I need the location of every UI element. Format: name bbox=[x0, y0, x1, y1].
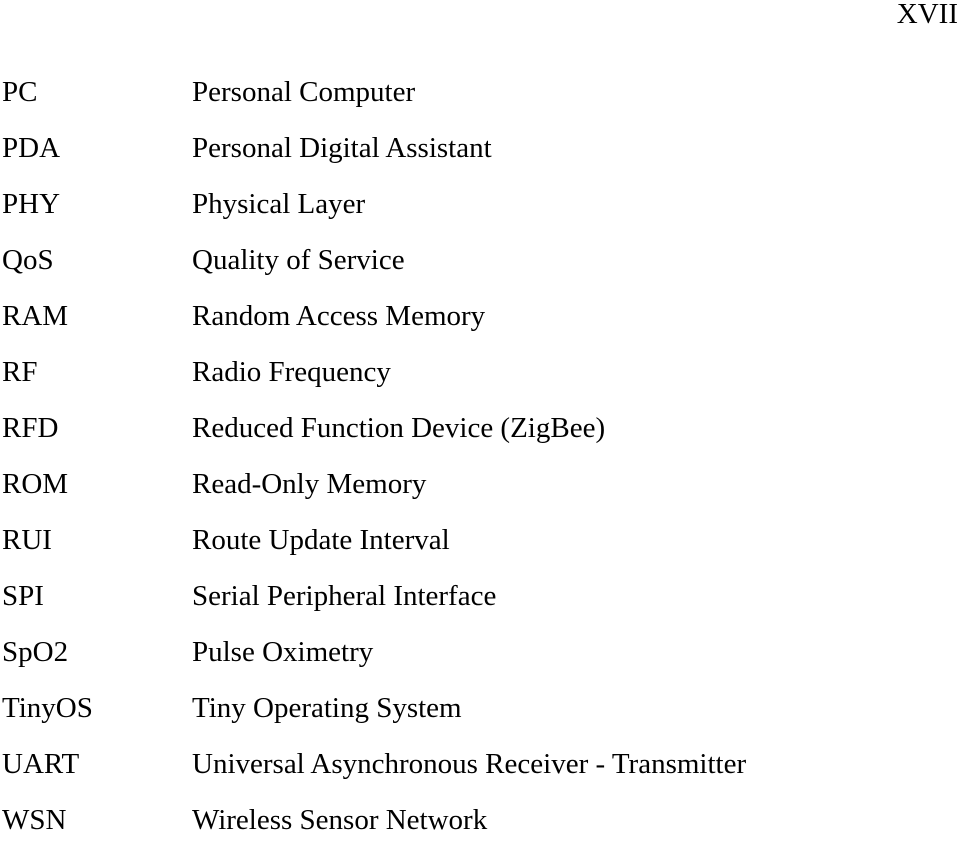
abbreviation: RFD bbox=[2, 412, 59, 444]
abbreviation: PC bbox=[2, 76, 38, 108]
abbreviation: RF bbox=[2, 356, 38, 388]
abbreviation-row bbox=[2, 186, 952, 242]
abbreviation: WSN bbox=[2, 804, 67, 836]
abbreviation-definition: Personal Digital Assistant bbox=[192, 132, 492, 164]
abbreviation: PDA bbox=[2, 132, 61, 164]
abbreviation-definition: Read-Only Memory bbox=[192, 468, 427, 500]
abbreviation-row bbox=[2, 466, 952, 522]
abbreviation-row bbox=[2, 522, 952, 578]
abbreviation-row bbox=[2, 130, 952, 186]
abbreviation-row bbox=[2, 802, 952, 858]
abbreviation-definition: Serial Peripheral Interface bbox=[192, 580, 497, 612]
abbreviation: RUI bbox=[2, 524, 52, 556]
abbreviation-row bbox=[2, 690, 952, 746]
abbreviation-row bbox=[2, 242, 952, 298]
abbreviation: SpO2 bbox=[2, 636, 69, 668]
abbreviation: ROM bbox=[2, 468, 69, 500]
abbreviation-definition: Reduced Function Device (ZigBee) bbox=[192, 412, 606, 444]
abbreviation: QoS bbox=[2, 244, 54, 276]
abbreviation: RAM bbox=[2, 300, 69, 332]
abbreviation-row bbox=[2, 578, 952, 634]
abbreviation-row bbox=[2, 298, 952, 354]
abbreviation-row bbox=[2, 410, 952, 466]
abbreviation-definition: Route Update Interval bbox=[192, 524, 450, 556]
abbreviation-definition: Personal Computer bbox=[192, 76, 416, 108]
abbreviation-definition: Wireless Sensor Network bbox=[192, 804, 488, 836]
abbreviation-definition: Tiny Operating System bbox=[192, 692, 462, 724]
abbreviation: PHY bbox=[2, 188, 61, 220]
abbreviation-row bbox=[2, 634, 952, 690]
abbreviation-row bbox=[2, 354, 952, 410]
abbreviation-definition: Physical Layer bbox=[192, 188, 366, 220]
abbreviation: TinyOS bbox=[2, 692, 93, 724]
abbreviation-definition: Quality of Service bbox=[192, 244, 405, 276]
abbreviation-list bbox=[2, 74, 952, 858]
page-number: XVII bbox=[896, 0, 958, 30]
abbreviation: SPI bbox=[2, 580, 44, 612]
abbreviation-row bbox=[2, 746, 952, 802]
abbreviation: UART bbox=[2, 748, 80, 780]
abbreviation-definition: Random Access Memory bbox=[192, 300, 486, 332]
abbreviation-definition: Pulse Oximetry bbox=[192, 636, 374, 668]
abbreviation-definition: Radio Frequency bbox=[192, 356, 391, 388]
abbreviation-row bbox=[2, 74, 952, 130]
abbreviation-definition: Universal Asynchronous Receiver - Transmitter bbox=[192, 748, 747, 780]
